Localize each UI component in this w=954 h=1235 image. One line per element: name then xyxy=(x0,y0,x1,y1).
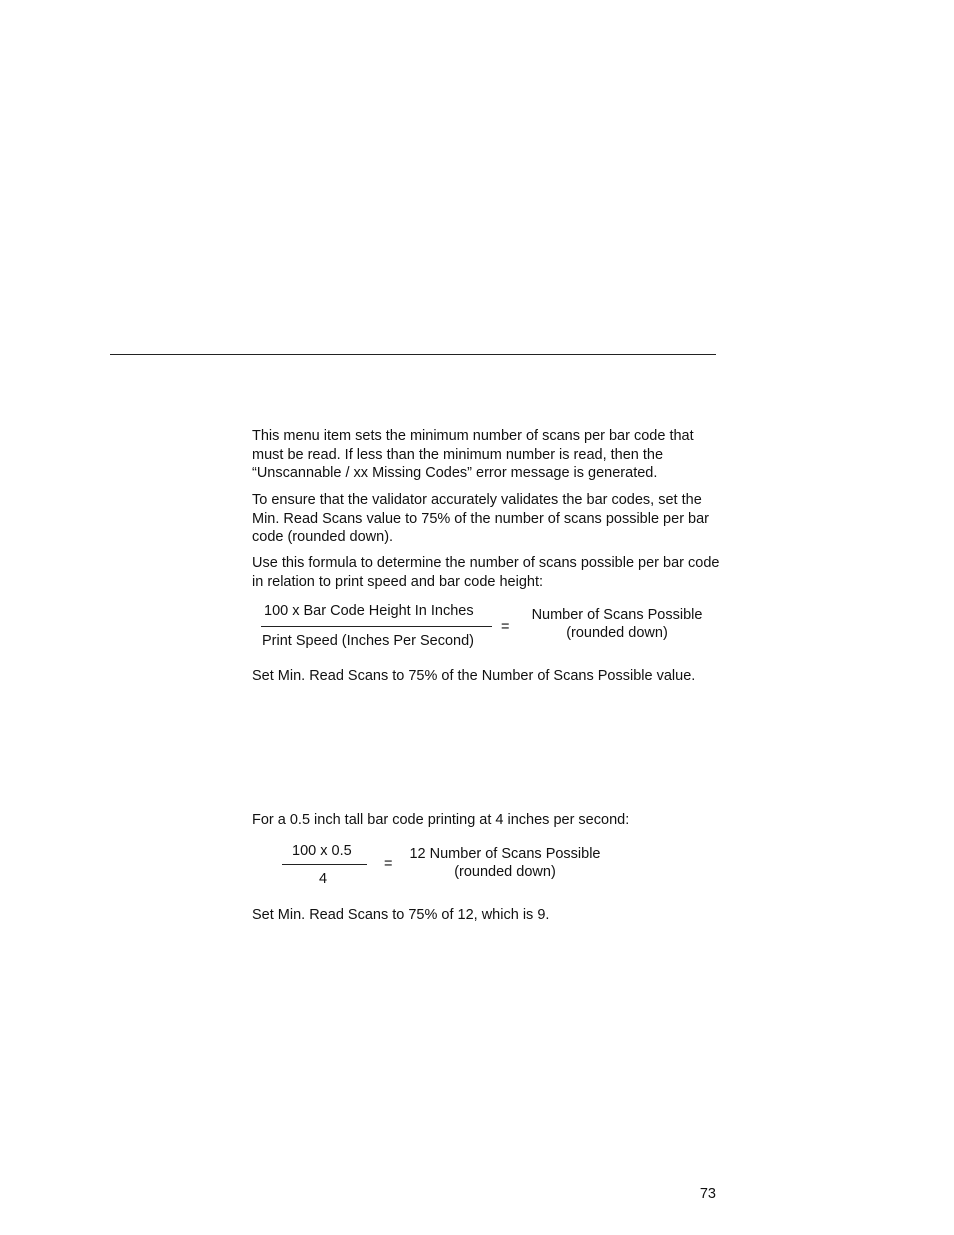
formula-result xyxy=(520,606,714,642)
formula-equals-sign: = xyxy=(501,619,510,635)
example-result-line1: 12 Number of Scans Possible xyxy=(409,846,601,862)
formula-result-line1: Number of Scans Possible xyxy=(531,607,703,623)
formula-denominator: Print Speed (Inches Per Second) xyxy=(262,633,474,649)
formula-intro-paragraph: Use this formula to determine the number of scans possible per bar code in relation to print speed and bar code height: xyxy=(252,555,720,590)
formula-fraction-bar xyxy=(261,626,492,627)
example-result xyxy=(400,845,610,881)
intro-paragraph: This menu item sets the minimum number of scans per bar code that must be read. If less than the minimum number is read, then the “Unscannable / xx Missing Codes” error message is generated. xyxy=(252,428,694,482)
example-denominator: 4 xyxy=(319,871,328,887)
example-conclusion-paragraph: Set Min. Read Scans to 75% of 12, which is 9. xyxy=(252,907,550,923)
page-number: 73 xyxy=(699,1186,716,1202)
example-intro-paragraph: For a 0.5 inch tall bar code printing at 4 inches per second: xyxy=(252,812,630,828)
formula-numerator: 100 x Bar Code Height In Inches xyxy=(264,603,474,619)
formula-result-line2: (rounded down) xyxy=(566,625,668,641)
section-divider xyxy=(110,354,716,355)
example-result-line2: (rounded down) xyxy=(454,864,556,880)
ensure-paragraph: To ensure that the validator accurately validates the bar codes, set the Min. Read Scans value to 75% of the number of scans possible per bar code (rounded down). xyxy=(252,492,710,546)
example-fraction-bar xyxy=(282,864,367,865)
min-read-scans-paragraph: Set Min. Read Scans to 75% of the Number of Scans Possible value. xyxy=(252,668,696,684)
example-equals-sign: = xyxy=(384,856,393,872)
example-numerator: 100 x 0.5 xyxy=(292,843,352,859)
